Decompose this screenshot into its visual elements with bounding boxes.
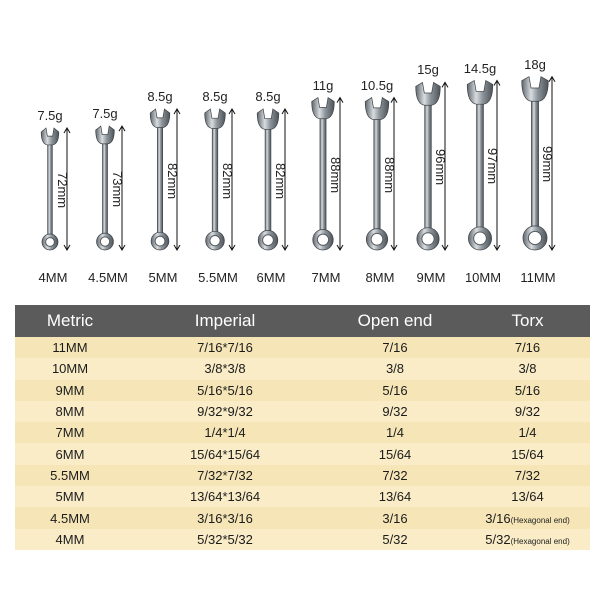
torx-cell xyxy=(465,401,590,422)
imperial-cell: 3/16*3/16 xyxy=(125,507,325,528)
open-end-cell: 9/32 xyxy=(325,401,465,422)
torx-cell xyxy=(465,486,590,507)
open-end-cell: 3/8 xyxy=(325,358,465,379)
size-label: 7MM xyxy=(311,270,341,285)
open-end-cell: 7/32 xyxy=(325,465,465,486)
torx-value: 7/32 xyxy=(514,467,541,483)
table-row xyxy=(15,401,590,422)
length-label: 73mm xyxy=(110,171,125,208)
imperial-cell: 15/64*15/64 xyxy=(125,443,325,464)
torx-value: 5/32 xyxy=(485,531,511,547)
torx-cell xyxy=(465,507,590,528)
torx-cell xyxy=(465,358,590,379)
torx-value: 5/16 xyxy=(514,382,541,398)
table-row xyxy=(15,529,590,550)
torx-value: 13/64 xyxy=(511,489,544,505)
length-label: 82mm xyxy=(220,162,235,199)
metric-cell: 5.5MM xyxy=(15,465,125,486)
table-row xyxy=(15,443,590,464)
size-label: 8MM xyxy=(365,270,395,285)
metric-cell: 4.5MM xyxy=(15,507,125,528)
weight-label: 8.5g xyxy=(202,89,228,104)
torx-value: 9/32 xyxy=(514,404,541,420)
torx-cell xyxy=(465,465,590,486)
imperial-cell: 3/8*3/8 xyxy=(125,358,325,379)
torx-cell xyxy=(465,380,590,401)
size-conversion-table xyxy=(15,305,590,550)
metric-cell: 4MM xyxy=(15,529,125,550)
size-label: 10MM xyxy=(464,270,502,285)
open-end-cell: 3/16 xyxy=(325,507,465,528)
imperial-cell: 5/16*5/16 xyxy=(125,380,325,401)
metric-cell: 7MM xyxy=(15,422,125,443)
table-row xyxy=(15,422,590,443)
torx-value: 1/4 xyxy=(518,425,537,441)
size-label: 4MM xyxy=(38,270,68,285)
header-metric: Metric xyxy=(46,311,94,330)
imperial-cell: 9/32*9/32 xyxy=(125,401,325,422)
torx-value: 3/8 xyxy=(518,361,537,377)
length-label: 99mm xyxy=(540,146,555,183)
metric-cell: 10MM xyxy=(15,358,125,379)
weight-label: 7.5g xyxy=(37,108,63,123)
header-torx: Torx xyxy=(511,311,544,330)
open-end-cell: 13/64 xyxy=(325,486,465,507)
weight-label: 8.5g xyxy=(147,89,173,104)
imperial-cell: 7/16*7/16 xyxy=(125,337,325,358)
length-label: 88mm xyxy=(328,156,343,193)
size-label: 5.5MM xyxy=(198,270,238,285)
weight-label: 18g xyxy=(524,56,546,72)
imperial-cell: 5/32*5/32 xyxy=(125,529,325,550)
torx-value: 15/64 xyxy=(511,446,544,462)
open-end-cell: 5/32 xyxy=(325,529,465,550)
torx-note: (Hexagonal end) xyxy=(510,536,570,546)
length-label: 82mm xyxy=(273,162,288,199)
imperial-cell: 13/64*13/64 xyxy=(125,486,325,507)
size-label: 9MM xyxy=(416,270,446,285)
size-label: 5MM xyxy=(148,270,178,285)
torx-value: 3/16 xyxy=(485,510,511,526)
torx-cell xyxy=(465,443,590,464)
metric-cell: 6MM xyxy=(15,443,125,464)
table-header-row xyxy=(15,305,590,337)
metric-cell: 11MM xyxy=(15,337,125,358)
open-end-cell: 15/64 xyxy=(325,443,465,464)
metric-cell: 8MM xyxy=(15,401,125,422)
table-row xyxy=(15,465,590,486)
imperial-cell: 1/4*1/4 xyxy=(125,422,325,443)
size-label: 11MM xyxy=(520,270,556,285)
metric-cell: 5MM xyxy=(15,486,125,507)
length-label: 72mm xyxy=(55,172,70,209)
imperial-cell: 7/32*7/32 xyxy=(125,465,325,486)
length-label: 82mm xyxy=(165,162,180,199)
size-label: 6MM xyxy=(256,270,286,285)
table-row xyxy=(15,486,590,507)
open-end-cell: 7/16 xyxy=(325,337,465,358)
table-row xyxy=(15,337,590,358)
length-label: 88mm xyxy=(382,156,397,193)
torx-cell xyxy=(465,422,590,443)
header-open-end: Open end xyxy=(357,311,433,330)
header-imperial: Imperial xyxy=(194,311,256,330)
open-end-cell: 5/16 xyxy=(325,380,465,401)
weight-label: 7.5g xyxy=(92,106,118,122)
weight-label: 10.5g xyxy=(360,77,394,93)
weight-label: 15g xyxy=(417,62,439,78)
length-label: 97mm xyxy=(485,148,500,185)
table-row xyxy=(15,507,590,528)
open-end-cell: 1/4 xyxy=(325,422,465,443)
torx-value: 7/16 xyxy=(514,340,541,356)
weight-label: 14.5g xyxy=(463,60,497,76)
metric-cell: 9MM xyxy=(15,380,125,401)
length-label: 96mm xyxy=(433,149,448,186)
weight-label: 8.5g xyxy=(255,89,281,104)
torx-cell xyxy=(465,529,590,550)
torx-cell xyxy=(465,337,590,358)
weight-label: 11g xyxy=(312,77,334,93)
torx-note: (Hexagonal end) xyxy=(510,515,570,525)
table-row xyxy=(15,380,590,401)
size-label: 4.5MM xyxy=(88,270,128,285)
table-row xyxy=(15,358,590,379)
